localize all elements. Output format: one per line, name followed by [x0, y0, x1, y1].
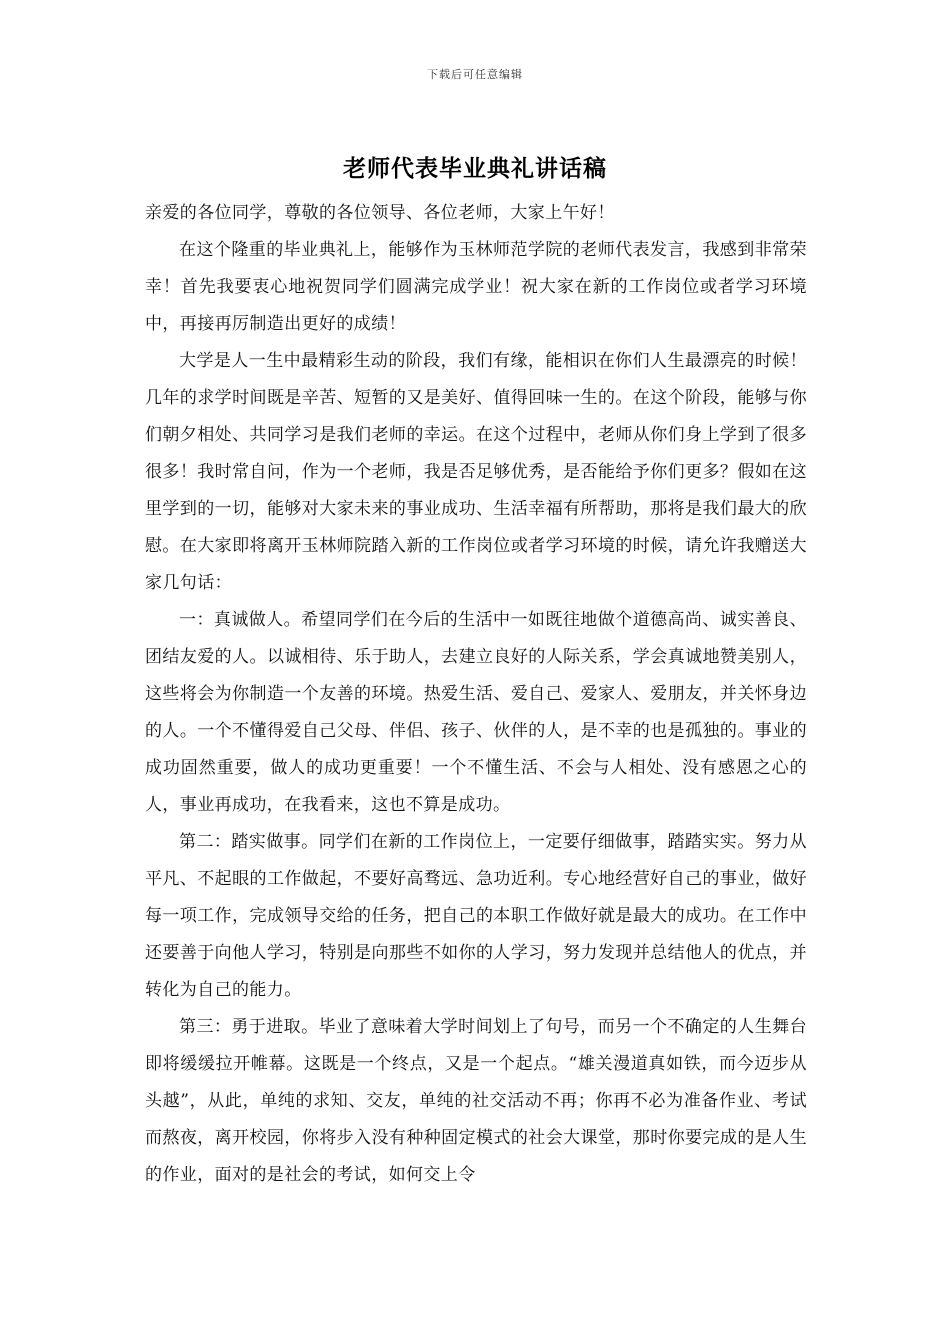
body-paragraph: 一：真诚做人。希望同学们在今后的生活中一如既往地做个道德高尚、诚实善良、团结友爱的人。以诚相待、乐于助人，去建立良好的人际关系，学会真诚地赞美别人，这些将会为你制造一个友善的环境。热爱生活、爱自己、爱家人、爱朋友，并关怀身边的人。一个不懂得爱自己父母、伴侣、孩子、伙伴的人，是不幸的也是孤独的。事业的成功固然重要，做人的成功更重要！一个不懂生活、不会与人相处、没有感恩之心的人，事业再成功，在我看来，这也不算是成功。	[145, 610, 807, 815]
document-body	[145, 195, 807, 1194]
header-note: 下载后可任意编辑	[427, 68, 523, 81]
body-paragraph: 第二：踏实做事。同学们在新的工作岗位上，一定要仔细做事，踏踏实实。努力从平凡、不起眼的工作做起，不要好高骛远、急功近利。专心地经营好自己的事业，做好每一项工作，完成领导交给的任务，把自己的本职工作做好就是最大的成功。在工作中还要善于向他人学习，特别是向那些不如你的人学习，努力发现并总结他人的优点，并转化为自己的能力。	[145, 832, 807, 1000]
document-title: 老师代表毕业典礼讲话稿	[343, 155, 607, 182]
body-paragraph: 第三：勇于进取。毕业了意味着大学时间划上了句号，而另一个不确定的人生舞台即将缓缓拉开帷幕。这既是一个终点，又是一个起点。“雄关漫道真如铁，而今迈步从头越”，从此，单纯的求知、交友，单纯的社交活动不再；你再不必为准备作业、考试而熬夜，离开校园，你将步入没有种种固定模式的社会大课堂，那时你要完成的是人生的作业，面对的是社会的考试，如何交上令	[145, 1017, 807, 1185]
salutation-paragraph: 亲爱的各位同学，尊敬的各位领导、各位老师，大家上午好！	[145, 203, 615, 223]
body-paragraph: 大学是人一生中最精彩生动的阶段，我们有缘，能相识在你们人生最漂亮的时候！几年的求学时间既是辛苦、短暂的又是美好、值得回味一生的。在这个阶段，能够与你们朝夕相处、共同学习是我们老师的幸运。在这个过程中，老师从你们身上学到了很多很多！我时常自问，作为一个老师，我是否足够优秀，是否能给予你们更多？假如在这里学到的一切，能够对大家未来的事业成功、生活幸福有所帮助，那将是我们最大的欣慰。在大家即将离开玉林师院踏入新的工作岗位或者学习环境的时候，请允许我赠送大家几句话：	[145, 351, 807, 593]
body-paragraph: 在这个隆重的毕业典礼上，能够作为玉林师范学院的老师代表发言，我感到非常荣幸！首先我要衷心地祝贺同学们圆满完成学业！祝大家在新的工作岗位或者学习环境中，再接再厉制造出更好的成绩！	[145, 240, 807, 334]
